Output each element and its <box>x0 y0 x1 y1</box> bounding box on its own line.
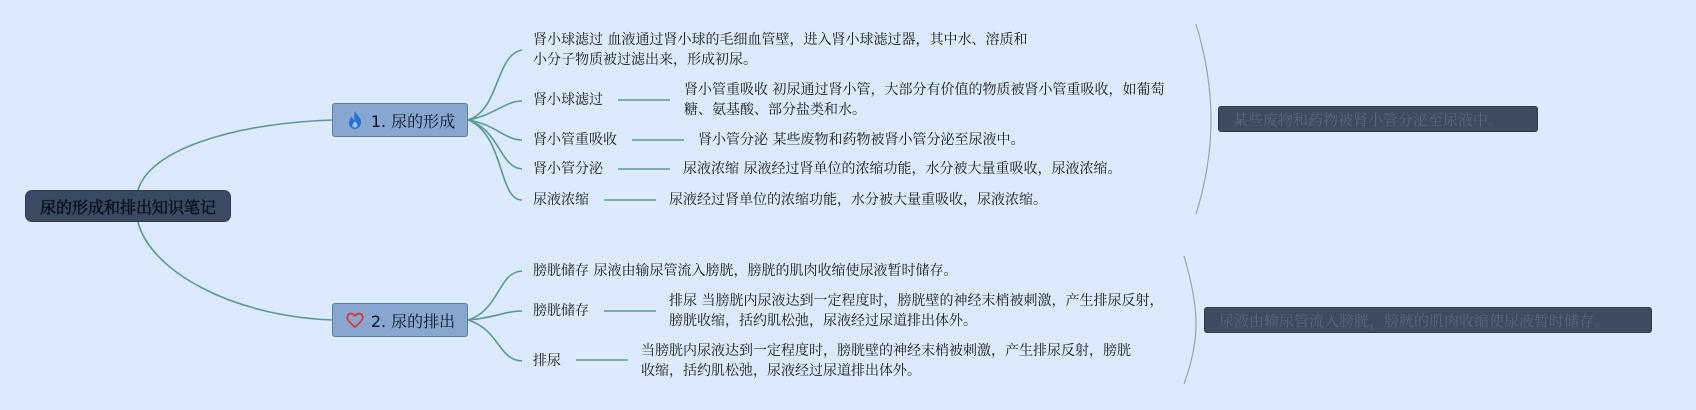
connector-root-b1 <box>138 120 332 190</box>
note-text-line: 尿液浓缩 尿液经过肾单位的浓缩功能，水分被大量重吸收，尿液浓缩。 <box>683 161 1122 177</box>
connector-b2-item2 <box>468 311 522 320</box>
note-item[interactable] <box>698 130 1024 150</box>
connector-root-b2 <box>138 222 332 320</box>
note-item[interactable] <box>533 30 1027 70</box>
connector-b2-item1 <box>468 271 522 320</box>
note-item[interactable] <box>641 341 1131 381</box>
note-text-line: 收缩，括约肌松弛，尿液经过尿道排出体外。 <box>641 363 921 379</box>
note-text-line: 糖、氨基酸、部分盐类和水。 <box>684 102 866 118</box>
note-text-line: 膀胱收缩，括约肌松弛，尿液经过尿道排出体外。 <box>669 313 977 329</box>
note-text-line: 肾小球滤过 血液通过肾小球的毛细血管壁，进入肾小球滤过器，其中水、溶质和 <box>533 32 1028 48</box>
note-item[interactable] <box>684 80 1164 120</box>
summary-node-excretion[interactable] <box>1204 307 1652 333</box>
root-node[interactable] <box>25 190 231 222</box>
note-text-line: 当膀胱内尿液达到一定程度时，膀胱壁的神经末梢被刺激，产生排尿反射，膀胱 <box>641 343 1131 359</box>
note-text-line: 肾小管重吸收 初尿通过肾小管，大部分有价值的物质被肾小管重吸收，如葡萄 <box>684 82 1165 98</box>
summary-node-formation[interactable] <box>1218 106 1538 132</box>
topic-label[interactable]: 膀胱储存 <box>533 303 589 319</box>
connector-b1-item5 <box>468 120 522 200</box>
connector-b1-item1 <box>468 50 522 120</box>
topic-label[interactable]: 排尿 <box>533 353 561 369</box>
connector-b2-item3 <box>468 320 522 361</box>
topic-label[interactable]: 尿液浓缩 <box>533 192 589 208</box>
note-text-line: 尿液经过肾单位的浓缩功能，水分被大量重吸收，尿液浓缩。 <box>669 192 1047 208</box>
note-text-line: 小分子物质被过滤出来，形成初尿。 <box>533 52 757 68</box>
topic-label[interactable]: 肾小球滤过 <box>533 92 603 108</box>
connector-b1-item2 <box>468 101 522 120</box>
summary-label: 某些废物和药物被肾小管分泌至尿液中。 <box>1233 110 1504 129</box>
summary-label: 尿液由输尿管流入膀胱，膀胱的肌肉收缩使尿液暂时储存。 <box>1219 311 1610 330</box>
heart-icon <box>345 310 365 330</box>
topic-label[interactable]: 肾小管分泌 <box>533 161 603 177</box>
branch-label: 2. 尿的排出 <box>370 311 456 331</box>
branch-urine-excretion[interactable] <box>332 303 468 337</box>
note-text-line: 肾小管分泌 某些废物和药物被肾小管分泌至尿液中。 <box>698 132 1025 148</box>
note-text-line: 排尿 当膀胱内尿液达到一定程度时，膀胱壁的神经末梢被刺激，产生排尿反射， <box>669 293 1164 309</box>
note-item[interactable] <box>669 291 1163 331</box>
note-text-line: 膀胱储存 尿液由输尿管流入膀胱，膀胱的肌肉收缩使尿液暂时储存。 <box>533 263 958 279</box>
summary-brace-2 <box>1184 256 1196 384</box>
topic-label[interactable]: 肾小管重吸收 <box>533 132 617 148</box>
summary-brace-1 <box>1196 24 1211 214</box>
flame-icon <box>345 110 365 130</box>
note-item[interactable] <box>669 190 1047 210</box>
note-item[interactable] <box>533 261 957 281</box>
root-label: 尿的形成和排出知识笔记 <box>39 197 216 217</box>
connector-b1-item4 <box>468 120 522 169</box>
branch-urine-formation[interactable] <box>332 103 468 137</box>
branch-label: 1. 尿的形成 <box>370 111 456 131</box>
note-item[interactable] <box>683 159 1121 179</box>
